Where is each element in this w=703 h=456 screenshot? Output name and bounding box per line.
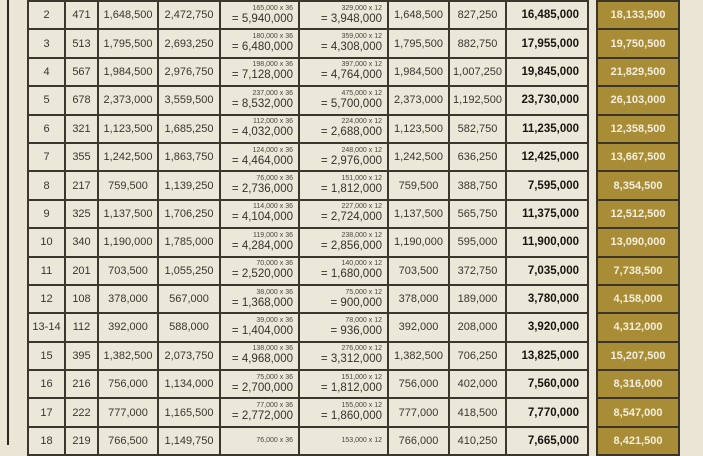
cell-row-no: 4 (29, 59, 64, 85)
cell-amount-a: 1,242,500 (99, 144, 157, 170)
cell-amount-b: 567,000 (159, 286, 219, 312)
cell-calc-x36 (221, 2, 298, 28)
calc-x12-total: = 900,000 (330, 296, 382, 309)
cell-amount-d: 636,250 (450, 144, 505, 170)
grand-total-cell: 8,547,000 (598, 399, 678, 425)
grand-total-cell: 4,312,000 (598, 314, 678, 340)
grand-total-cell: 8,354,500 (598, 172, 678, 198)
calc-x12-total: = 2,976,000 (320, 154, 382, 167)
calc-x12-label: 155,000 x 12 (341, 402, 382, 410)
calc-x36-total: = 2,772,000 (231, 410, 293, 423)
calc-x36-label: 180,000 x 36 (252, 33, 293, 41)
grand-total-cell: 13,090,000 (598, 229, 678, 255)
calc-x12-total: = 2,856,000 (320, 239, 382, 252)
cell-subtotal: 13,825,000 (507, 343, 587, 369)
cell-subtotal: 17,955,000 (507, 30, 587, 56)
calc-x12-label: 359,000 x 12 (341, 33, 382, 41)
cell-amount-c: 777,000 (389, 399, 448, 425)
grand-total-cell: 12,512,500 (598, 201, 678, 227)
cell-row-no: 3 (29, 30, 64, 56)
cell-amount-b: 1,685,250 (159, 116, 219, 142)
calc-x36-total: = 4,032,000 (231, 126, 293, 139)
calc-x12-label: 224,000 x 12 (341, 118, 382, 126)
cell-calc-x12 (300, 2, 387, 28)
grand-total-cell: 18,133,500 (598, 2, 678, 28)
calc-x36-label: 198,000 x 36 (252, 61, 293, 69)
cell-row-no: 10 (29, 229, 64, 255)
cell-amount-c: 756,000 (389, 371, 448, 397)
cell-amount-b: 1,165,500 (159, 399, 219, 425)
cell-row-no: 16 (29, 371, 64, 397)
cell-units: 219 (66, 428, 97, 454)
main-table (27, 0, 589, 456)
calc-x36-total: = 2,736,000 (231, 183, 293, 196)
cell-amount-a: 1,123,500 (99, 116, 157, 142)
grand-total-column (596, 0, 680, 456)
cell-calc-x36 (221, 314, 298, 340)
cell-calc-x12 (300, 87, 387, 113)
cell-calc-x36 (221, 343, 298, 369)
cell-amount-a: 1,648,500 (99, 2, 157, 28)
cell-amount-b: 1,139,250 (159, 172, 219, 198)
cell-subtotal: 3,780,000 (507, 286, 587, 312)
cell-amount-c: 1,984,500 (389, 59, 448, 85)
cell-calc-x36 (221, 229, 298, 255)
cell-calc-x12 (300, 371, 387, 397)
cell-units: 678 (66, 87, 97, 113)
calc-x36-label: 237,000 x 36 (252, 89, 293, 97)
cell-subtotal: 7,560,000 (507, 371, 587, 397)
calc-x36-label: 38,000 x 36 (256, 288, 293, 296)
cell-calc-x36 (221, 59, 298, 85)
calc-x12-label: 75,000 x 12 (345, 288, 382, 296)
calc-x12-total: = 1,860,000 (320, 410, 382, 423)
cell-amount-d: 388,750 (450, 172, 505, 198)
table-row (29, 428, 587, 454)
cell-row-no: 11 (29, 258, 64, 284)
cell-amount-b: 1,149,750 (159, 428, 219, 454)
cell-amount-a: 1,795,500 (99, 30, 157, 56)
cell-units: 340 (66, 229, 97, 255)
cell-amount-b: 2,976,750 (159, 59, 219, 85)
cell-calc-x12 (300, 286, 387, 312)
table-row (29, 314, 587, 340)
cell-amount-a: 756,000 (99, 371, 157, 397)
cell-subtotal: 7,595,000 (507, 172, 587, 198)
cell-amount-c: 703,500 (389, 258, 448, 284)
cell-subtotal: 11,235,000 (507, 116, 587, 142)
calc-x36-label: 77,000 x 36 (256, 402, 293, 410)
cell-row-no: 9 (29, 201, 64, 227)
cell-amount-a: 1,382,500 (99, 343, 157, 369)
cell-units: 217 (66, 172, 97, 198)
cell-amount-c: 759,500 (389, 172, 448, 198)
calc-x12-label: 276,000 x 12 (341, 345, 382, 353)
cell-row-no: 7 (29, 144, 64, 170)
cell-amount-d: 189,000 (450, 286, 505, 312)
calc-x36-total: = 2,700,000 (231, 381, 293, 394)
calc-x36-total: = 4,464,000 (231, 154, 293, 167)
cell-amount-d: 582,750 (450, 116, 505, 142)
cell-amount-c: 378,000 (389, 286, 448, 312)
cell-subtotal: 11,900,000 (507, 229, 587, 255)
cell-amount-c: 1,795,500 (389, 30, 448, 56)
cell-amount-b: 1,785,000 (159, 229, 219, 255)
cell-amount-d: 827,250 (450, 2, 505, 28)
cell-units: 321 (66, 116, 97, 142)
calc-x12-label: 151,000 x 12 (341, 373, 382, 381)
cell-amount-a: 759,500 (99, 172, 157, 198)
calc-x12-total: = 3,312,000 (320, 353, 382, 366)
calc-x12-total: = 5,700,000 (320, 97, 382, 110)
cell-amount-c: 1,648,500 (389, 2, 448, 28)
calc-x36-total: = 1,404,000 (231, 324, 293, 337)
cell-calc-x36 (221, 116, 298, 142)
cell-subtotal: 16,485,000 (507, 2, 587, 28)
cell-units: 355 (66, 144, 97, 170)
cell-amount-c: 766,000 (389, 428, 448, 454)
cell-calc-x36 (221, 428, 298, 454)
calc-x12-total: = 2,724,000 (320, 211, 382, 224)
table-row (29, 371, 587, 397)
cell-subtotal: 12,425,000 (507, 144, 587, 170)
table-row (29, 172, 587, 198)
calc-x36-total: = 1,368,000 (231, 296, 293, 309)
grand-total-cell: 7,738,500 (598, 258, 678, 284)
cell-units: 567 (66, 59, 97, 85)
cell-amount-b: 588,000 (159, 314, 219, 340)
cell-row-no: 13-14 (29, 314, 64, 340)
calc-x12-label: 153,000 x 12 (341, 437, 382, 445)
cell-subtotal: 3,920,000 (507, 314, 587, 340)
cell-row-no: 15 (29, 343, 64, 369)
cell-amount-d: 402,000 (450, 371, 505, 397)
page-edge-line (7, 0, 9, 445)
grand-total-cell: 19,750,500 (598, 30, 678, 56)
cell-amount-c: 1,137,500 (389, 201, 448, 227)
cell-amount-a: 703,500 (99, 258, 157, 284)
table-row (29, 2, 587, 28)
calc-x12-label: 151,000 x 12 (341, 175, 382, 183)
cell-amount-c: 392,000 (389, 314, 448, 340)
table-row (29, 144, 587, 170)
calc-x12-label: 475,000 x 12 (341, 89, 382, 97)
cell-amount-c: 2,373,000 (389, 87, 448, 113)
cell-amount-b: 3,559,500 (159, 87, 219, 113)
cell-amount-d: 1,192,500 (450, 87, 505, 113)
cell-row-no: 12 (29, 286, 64, 312)
cell-row-no: 18 (29, 428, 64, 454)
cell-amount-b: 1,706,250 (159, 201, 219, 227)
calc-x12-label: 397,000 x 12 (341, 61, 382, 69)
cell-calc-x12 (300, 428, 387, 454)
cell-units: 513 (66, 30, 97, 56)
calc-x12-label: 140,000 x 12 (341, 260, 382, 268)
calc-x36-label: 119,000 x 36 (253, 231, 293, 239)
cell-amount-d: 706,250 (450, 343, 505, 369)
calc-x12-total: = 936,000 (330, 324, 382, 337)
table-row (29, 286, 587, 312)
cell-calc-x12 (300, 30, 387, 56)
cell-row-no: 2 (29, 2, 64, 28)
cell-amount-d: 410,250 (450, 428, 505, 454)
calc-x36-total: = 5,940,000 (231, 12, 293, 25)
calc-x36-label: 76,000 x 36 (256, 437, 293, 445)
cell-subtotal: 7,665,000 (507, 428, 587, 454)
cell-row-no: 6 (29, 116, 64, 142)
cell-calc-x36 (221, 258, 298, 284)
cell-calc-x12 (300, 229, 387, 255)
cell-amount-d: 1,007,250 (450, 59, 505, 85)
cell-calc-x36 (221, 172, 298, 198)
cell-calc-x12 (300, 116, 387, 142)
grand-total-cell: 21,829,500 (598, 59, 678, 85)
cell-amount-b: 2,693,250 (159, 30, 219, 56)
calc-x12-total: = 1,812,000 (320, 183, 382, 196)
cell-amount-d: 208,000 (450, 314, 505, 340)
cell-amount-b: 1,134,000 (159, 371, 219, 397)
cell-calc-x12 (300, 144, 387, 170)
cell-units: 201 (66, 258, 97, 284)
calc-x36-label: 76,000 x 36 (256, 175, 293, 183)
table-row (29, 258, 587, 284)
cell-amount-d: 595,000 (450, 229, 505, 255)
cell-units: 216 (66, 371, 97, 397)
cell-calc-x12 (300, 258, 387, 284)
table-row (29, 87, 587, 113)
calc-x12-total: = 4,308,000 (320, 41, 382, 54)
cell-amount-a: 378,000 (99, 286, 157, 312)
cell-subtotal: 11,375,000 (507, 201, 587, 227)
grand-total-cell: 26,103,000 (598, 87, 678, 113)
cell-amount-a: 1,137,500 (99, 201, 157, 227)
cell-calc-x12 (300, 59, 387, 85)
table-row (29, 229, 587, 255)
cell-amount-a: 766,500 (99, 428, 157, 454)
calc-x36-label: 75,000 x 36 (256, 373, 293, 381)
cell-units: 112 (66, 314, 97, 340)
cell-amount-b: 1,863,750 (159, 144, 219, 170)
calc-x12-label: 238,000 x 12 (341, 231, 382, 239)
cell-units: 222 (66, 399, 97, 425)
cell-amount-a: 392,000 (99, 314, 157, 340)
grand-total-cell: 8,421,500 (598, 428, 678, 454)
table-row (29, 399, 587, 425)
calc-x12-total: = 2,688,000 (320, 126, 382, 139)
cell-calc-x12 (300, 343, 387, 369)
calc-x12-label: 227,000 x 12 (341, 203, 382, 211)
grand-total-cell: 12,358,500 (598, 116, 678, 142)
cell-calc-x12 (300, 172, 387, 198)
cell-subtotal: 7,770,000 (507, 399, 587, 425)
calc-x36-label: 165,000 x 36 (252, 4, 293, 12)
cell-amount-a: 1,984,500 (99, 59, 157, 85)
calc-x12-label: 248,000 x 12 (341, 146, 382, 154)
cell-subtotal: 23,730,000 (507, 87, 587, 113)
cell-calc-x12 (300, 314, 387, 340)
cell-row-no: 17 (29, 399, 64, 425)
cell-subtotal: 7,035,000 (507, 258, 587, 284)
cell-amount-d: 418,500 (450, 399, 505, 425)
calc-x36-total: = 4,104,000 (231, 211, 293, 224)
cell-amount-c: 1,123,500 (389, 116, 448, 142)
grand-total-cell: 8,316,000 (598, 371, 678, 397)
calc-x36-total: = 4,284,000 (231, 239, 293, 252)
grand-total-cell: 13,667,500 (598, 144, 678, 170)
cell-calc-x36 (221, 30, 298, 56)
calc-x12-label: 78,000 x 12 (345, 316, 382, 324)
table-row (29, 201, 587, 227)
cell-row-no: 8 (29, 172, 64, 198)
cell-calc-x36 (221, 201, 298, 227)
cell-subtotal: 19,845,000 (507, 59, 587, 85)
calc-x36-label: 138,000 x 36 (252, 345, 293, 353)
cell-amount-c: 1,242,500 (389, 144, 448, 170)
cell-calc-x12 (300, 399, 387, 425)
cell-amount-d: 372,750 (450, 258, 505, 284)
cell-calc-x36 (221, 371, 298, 397)
cell-amount-b: 2,073,750 (159, 343, 219, 369)
table-row (29, 343, 587, 369)
calc-x36-label: 112,000 x 36 (253, 118, 293, 126)
calc-x36-label: 124,000 x 36 (252, 146, 293, 154)
grand-total-cell: 15,207,500 (598, 343, 678, 369)
cell-amount-b: 1,055,250 (159, 258, 219, 284)
table-row (29, 59, 587, 85)
cell-units: 471 (66, 2, 97, 28)
calc-x12-total: = 1,680,000 (320, 268, 382, 281)
calc-x12-total: = 3,948,000 (320, 12, 382, 25)
cell-amount-a: 2,373,000 (99, 87, 157, 113)
cell-amount-d: 882,750 (450, 30, 505, 56)
cell-calc-x36 (221, 144, 298, 170)
cell-calc-x36 (221, 87, 298, 113)
cell-calc-x36 (221, 399, 298, 425)
calc-x36-label: 70,000 x 36 (256, 260, 293, 268)
cell-units: 108 (66, 286, 97, 312)
cell-amount-c: 1,190,000 (389, 229, 448, 255)
cell-units: 325 (66, 201, 97, 227)
calc-x36-label: 39,000 x 36 (256, 316, 293, 324)
grand-total-cell: 4,158,000 (598, 286, 678, 312)
cell-amount-c: 1,382,500 (389, 343, 448, 369)
calc-x36-total: = 7,128,000 (231, 69, 293, 82)
calc-x36-total: = 2,520,000 (231, 268, 293, 281)
cell-amount-a: 777,000 (99, 399, 157, 425)
calc-x12-total: = 1,812,000 (320, 381, 382, 394)
calc-x36-label: 114,000 x 36 (253, 203, 293, 211)
cell-calc-x36 (221, 286, 298, 312)
table-row (29, 30, 587, 56)
table-row (29, 116, 587, 142)
calc-x12-label: 329,000 x 12 (341, 4, 382, 12)
calc-x12-total: = 4,764,000 (320, 69, 382, 82)
cell-calc-x12 (300, 201, 387, 227)
calc-x36-total: = 6,480,000 (231, 41, 293, 54)
cell-amount-d: 565,750 (450, 201, 505, 227)
cell-units: 395 (66, 343, 97, 369)
calc-x36-total: = 4,968,000 (231, 353, 293, 366)
cell-row-no: 5 (29, 87, 64, 113)
cell-amount-a: 1,190,000 (99, 229, 157, 255)
cell-amount-b: 2,472,750 (159, 2, 219, 28)
calc-x36-total: = 8,532,000 (231, 97, 293, 110)
